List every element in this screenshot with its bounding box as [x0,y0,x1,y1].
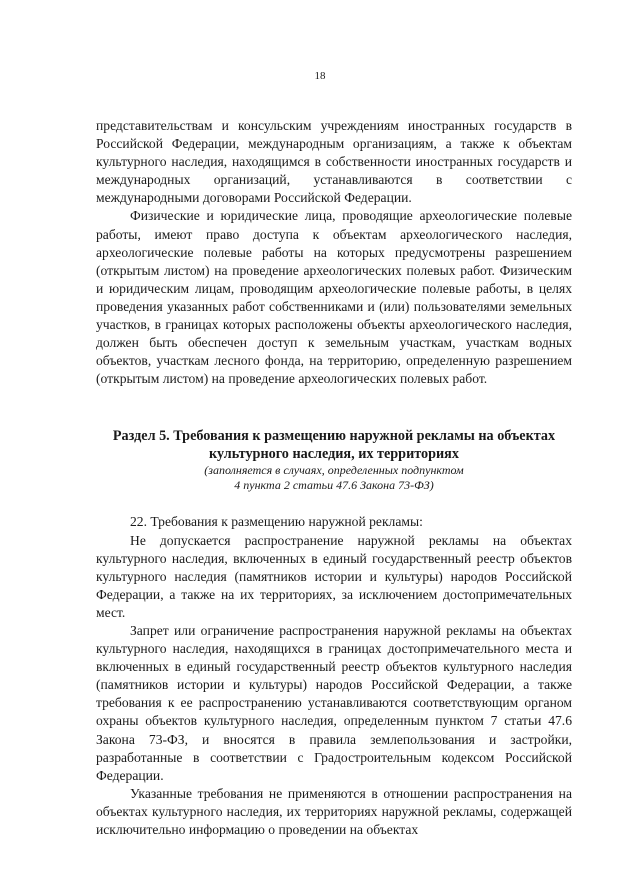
paragraph-advertising-restriction: Запрет или ограничение распространения наружной рекламы на объектах культурного наследия, находящихся в границах достопримечательного места и включенных в единый государственный реестр объектов культурного наследия (памятников истории и культуры) народов Российской Федерации, а также требования к ее распространению устанавливаются соответствующим органом охраны объектов культурного наследия, определенным пунктом 7 статьи 47.6 Закона 73-ФЗ, и вносятся в правила землепользования и застройки, разработанные в соответствии с Градостроительным кодексом Российской Федерации. [96,622,572,783]
section-5-heading [96,428,572,492]
paragraph-advertising-ban: Не допускается распространение наружной рекламы на объектах культурного наследия, включенных в единый государственный реестр объектов культурного наследия (памятников истории и культуры) народов Российской Федерации, а также на их территориях, за исключением достопримечательных мест. [96,532,572,620]
section-note-line-1: (заполняется в случаях, определенных подпунктом [204,463,464,478]
document-body [96,117,572,839]
paragraph-requirements-exception: Указанные требования не применяются в отношении распространения на объектах культурного наследия, их территориях наружной рекламы, содержащей исключительно информацию о проведении на объектах [96,785,572,837]
page-number: 18 [314,70,326,82]
section-5-body [96,513,572,839]
section-title-line-2: культурного наследия, их территориях [209,445,459,462]
paragraph-continuation: представительствам и консульским учреждениям иностранных государств в Российской Федерации, международным организациям, а также к объектам культурного наследия, находящимся в собственности иностранных государств и международных организаций, устанавливаются в соответствии с международными договорами Российской Федерации. [96,118,572,206]
paragraph-archaeology-access: Физические и юридические лица, проводящие археологические полевые работы, имеют право доступа к объектам археологического наследия, археологические полевые работы на которых предусмотрены разрешением (открытым листом) на проведение археологических полевых работ. Физическим и юридическим лицам, проводящим археологические полевые работы, в целях проведения указанных работ собственниками и (или) пользователями земельных участков, в границах которых расположены объекты археологического наследия, должен быть обеспечен доступ к земельным участкам, участкам водных объектов, участкам лесного фонда, на территорию, определенную разрешением (открытым листом) на проведение археологических полевых работ. [96,208,572,387]
section-note-line-2: 4 пункта 2 статьи 47.6 Закона 73-ФЗ) [234,477,434,492]
section-title-line-1: Раздел 5. Требования к размещению наружной рекламы на объектах [112,428,556,445]
paragraph-item-22: 22. Требования к размещению наружной рекламы: [130,514,423,530]
